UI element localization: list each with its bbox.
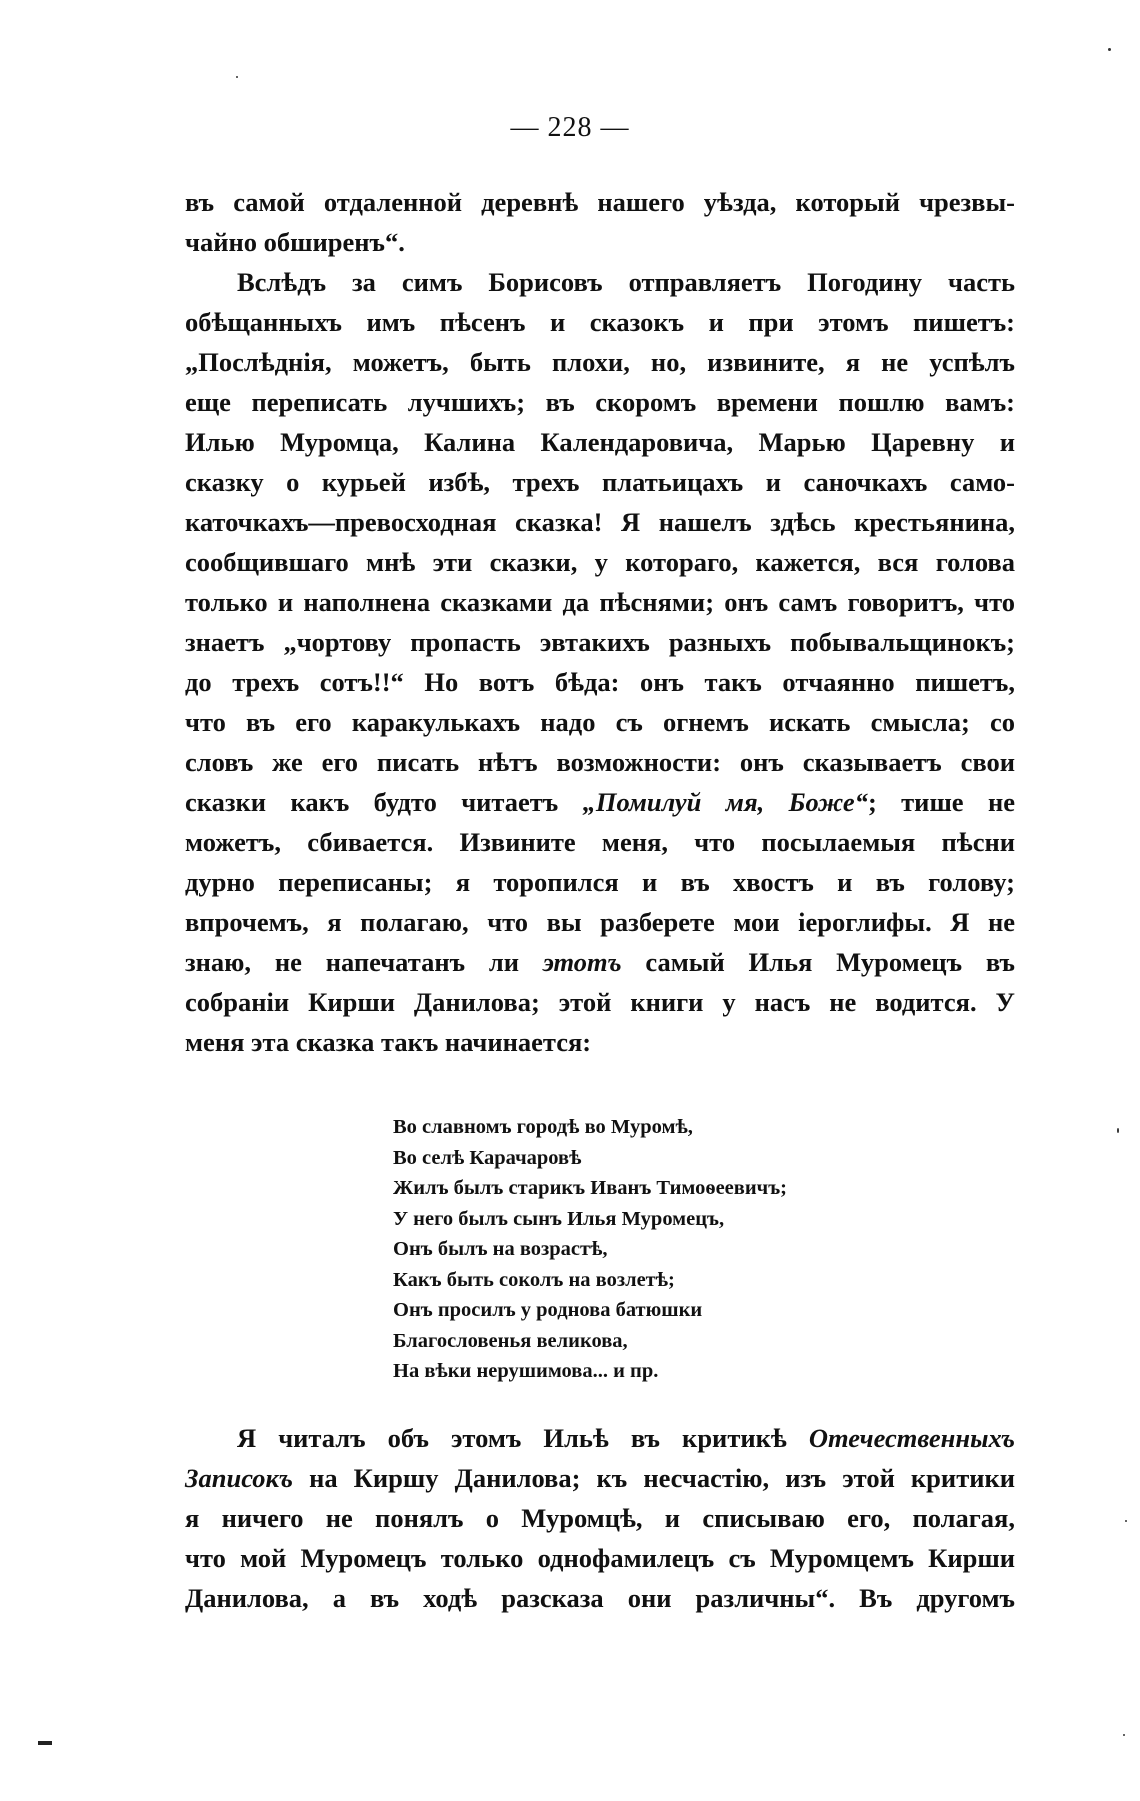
margin-mark (38, 1741, 52, 1745)
text-line: каточкахъ—превосходная сказка! Я нашелъ здѣсь крестьянина, (185, 507, 1015, 537)
continuation-text-block (185, 1418, 1015, 1618)
text-fragment: ; тише не (867, 787, 1015, 817)
verse-line: Онъ былъ на возрастѣ, (393, 1238, 608, 1260)
scan-speck (1123, 1734, 1125, 1736)
text-line: только и наполнена сказками да пѣснями; онъ самъ говоритъ, что (185, 587, 1015, 617)
text-line: сообщившаго мнѣ эти сказки, у котораго, кажется, вся голова (185, 547, 1015, 577)
verse-line: У него былъ сынъ Илья Муромецъ, (393, 1207, 725, 1230)
verse-line: Во селѣ Карачаровѣ (393, 1146, 582, 1169)
text-fragment: Я читалъ объ этомъ Ильѣ въ критикѣ (237, 1423, 787, 1453)
text-line: впрочемъ, я полагаю, что вы разберете мои іероглифы. Я не (185, 907, 1015, 937)
text-line: Данилова, а въ ходѣ разсказа они различны“. Въ другомъ (185, 1583, 1015, 1613)
text-line: еще переписать лучшихъ; въ скоромъ времени пошлю вамъ: (185, 387, 1015, 417)
page-number: — 228 — (510, 112, 630, 143)
text-line: что въ его каракулькахъ надо съ огнемъ искать смысла; со (185, 707, 1015, 737)
text-line: чайно обширенъ“. (185, 227, 405, 257)
verse-line: Во славномъ городѣ во Муромѣ, (393, 1116, 693, 1138)
text-fragment: знаю, не напечатанъ ли (185, 947, 519, 977)
verse-line: Онъ просилъ у роднова батюшки (393, 1299, 703, 1321)
text-line: можетъ, сбивается. Извините меня, что посылаемыя пѣсни (185, 827, 1015, 857)
text-line: Вслѣдъ за симъ Борисовъ отправляетъ Погодину часть (237, 267, 1015, 297)
text-line-mixed (185, 942, 1015, 982)
scan-speck (1108, 48, 1111, 51)
text-line-mixed (185, 1458, 1015, 1498)
text-line: Илью Муромца, Калина Календаровича, Марью Царевну и (185, 427, 1015, 457)
text-line: я ничего не понялъ о Муромцѣ, и списываю его, полагая, (185, 1503, 1015, 1533)
verse-quote (393, 1112, 787, 1387)
text-line: сказку о курьей избѣ, трехъ платьицахъ и саночкахъ само- (185, 467, 1015, 497)
text-line-mixed (185, 1418, 1015, 1458)
text-fragment: самый Илья Муромецъ въ (645, 947, 1016, 977)
text-line: въ самой отдаленной деревнѣ нашего уѣзда, который чрезвы- (185, 187, 1015, 217)
scan-speck (1117, 1128, 1119, 1133)
text-line: дурно переписаны; я торопился и въ хвостъ и въ голову; (185, 867, 1015, 897)
verse-line: Благословенья великова, (393, 1329, 628, 1352)
text-line: обѣщанныхъ имъ пѣсенъ и сказокъ и при этомъ пишетъ: (185, 307, 1015, 337)
text-line-mixed (185, 782, 1015, 822)
main-text-block (185, 182, 1015, 1062)
text-fragment: на Киршу Данилова; къ несчастію, изъ этой критики (309, 1463, 1016, 1493)
verse-line: Какъ быть соколъ на возлетѣ; (393, 1268, 675, 1291)
text-line: меня эта сказка такъ начинается: (185, 1027, 592, 1057)
text-line: до трехъ сотъ!!“ Но вотъ бѣда: онъ такъ отчаянно пишетъ, (185, 667, 1015, 697)
italic-title: Записокъ (185, 1463, 293, 1493)
verse-line: Жилъ былъ старикъ Иванъ Тимоѳеевичъ; (393, 1177, 788, 1199)
scan-speck (236, 76, 238, 78)
italic-word: этотъ (542, 947, 622, 977)
scan-speck (1125, 1520, 1127, 1522)
text-line: „Послѣднія, можетъ, быть плохи, но, извините, я не успѣлъ (185, 347, 1015, 377)
text-line: словъ же его писать нѣтъ возможности: онъ сказываетъ свои (185, 747, 1015, 777)
text-line: что мой Муромецъ только однофамилецъ съ Муромцемъ Кирши (185, 1543, 1015, 1573)
text-line: собраніи Кирши Данилова; этой книги у насъ не водится. У (185, 987, 1015, 1017)
text-line: знаетъ „чортову пропасть эвтакихъ разныхъ побывальщинокъ; (185, 627, 1015, 657)
italic-title: Отечественныхъ (808, 1423, 1016, 1453)
text-fragment: сказки какъ будто читаетъ (185, 787, 559, 817)
italic-quote: „Помилуй мя, Боже“ (582, 787, 868, 817)
verse-line: На вѣки нерушимова... и пр. (393, 1360, 659, 1382)
